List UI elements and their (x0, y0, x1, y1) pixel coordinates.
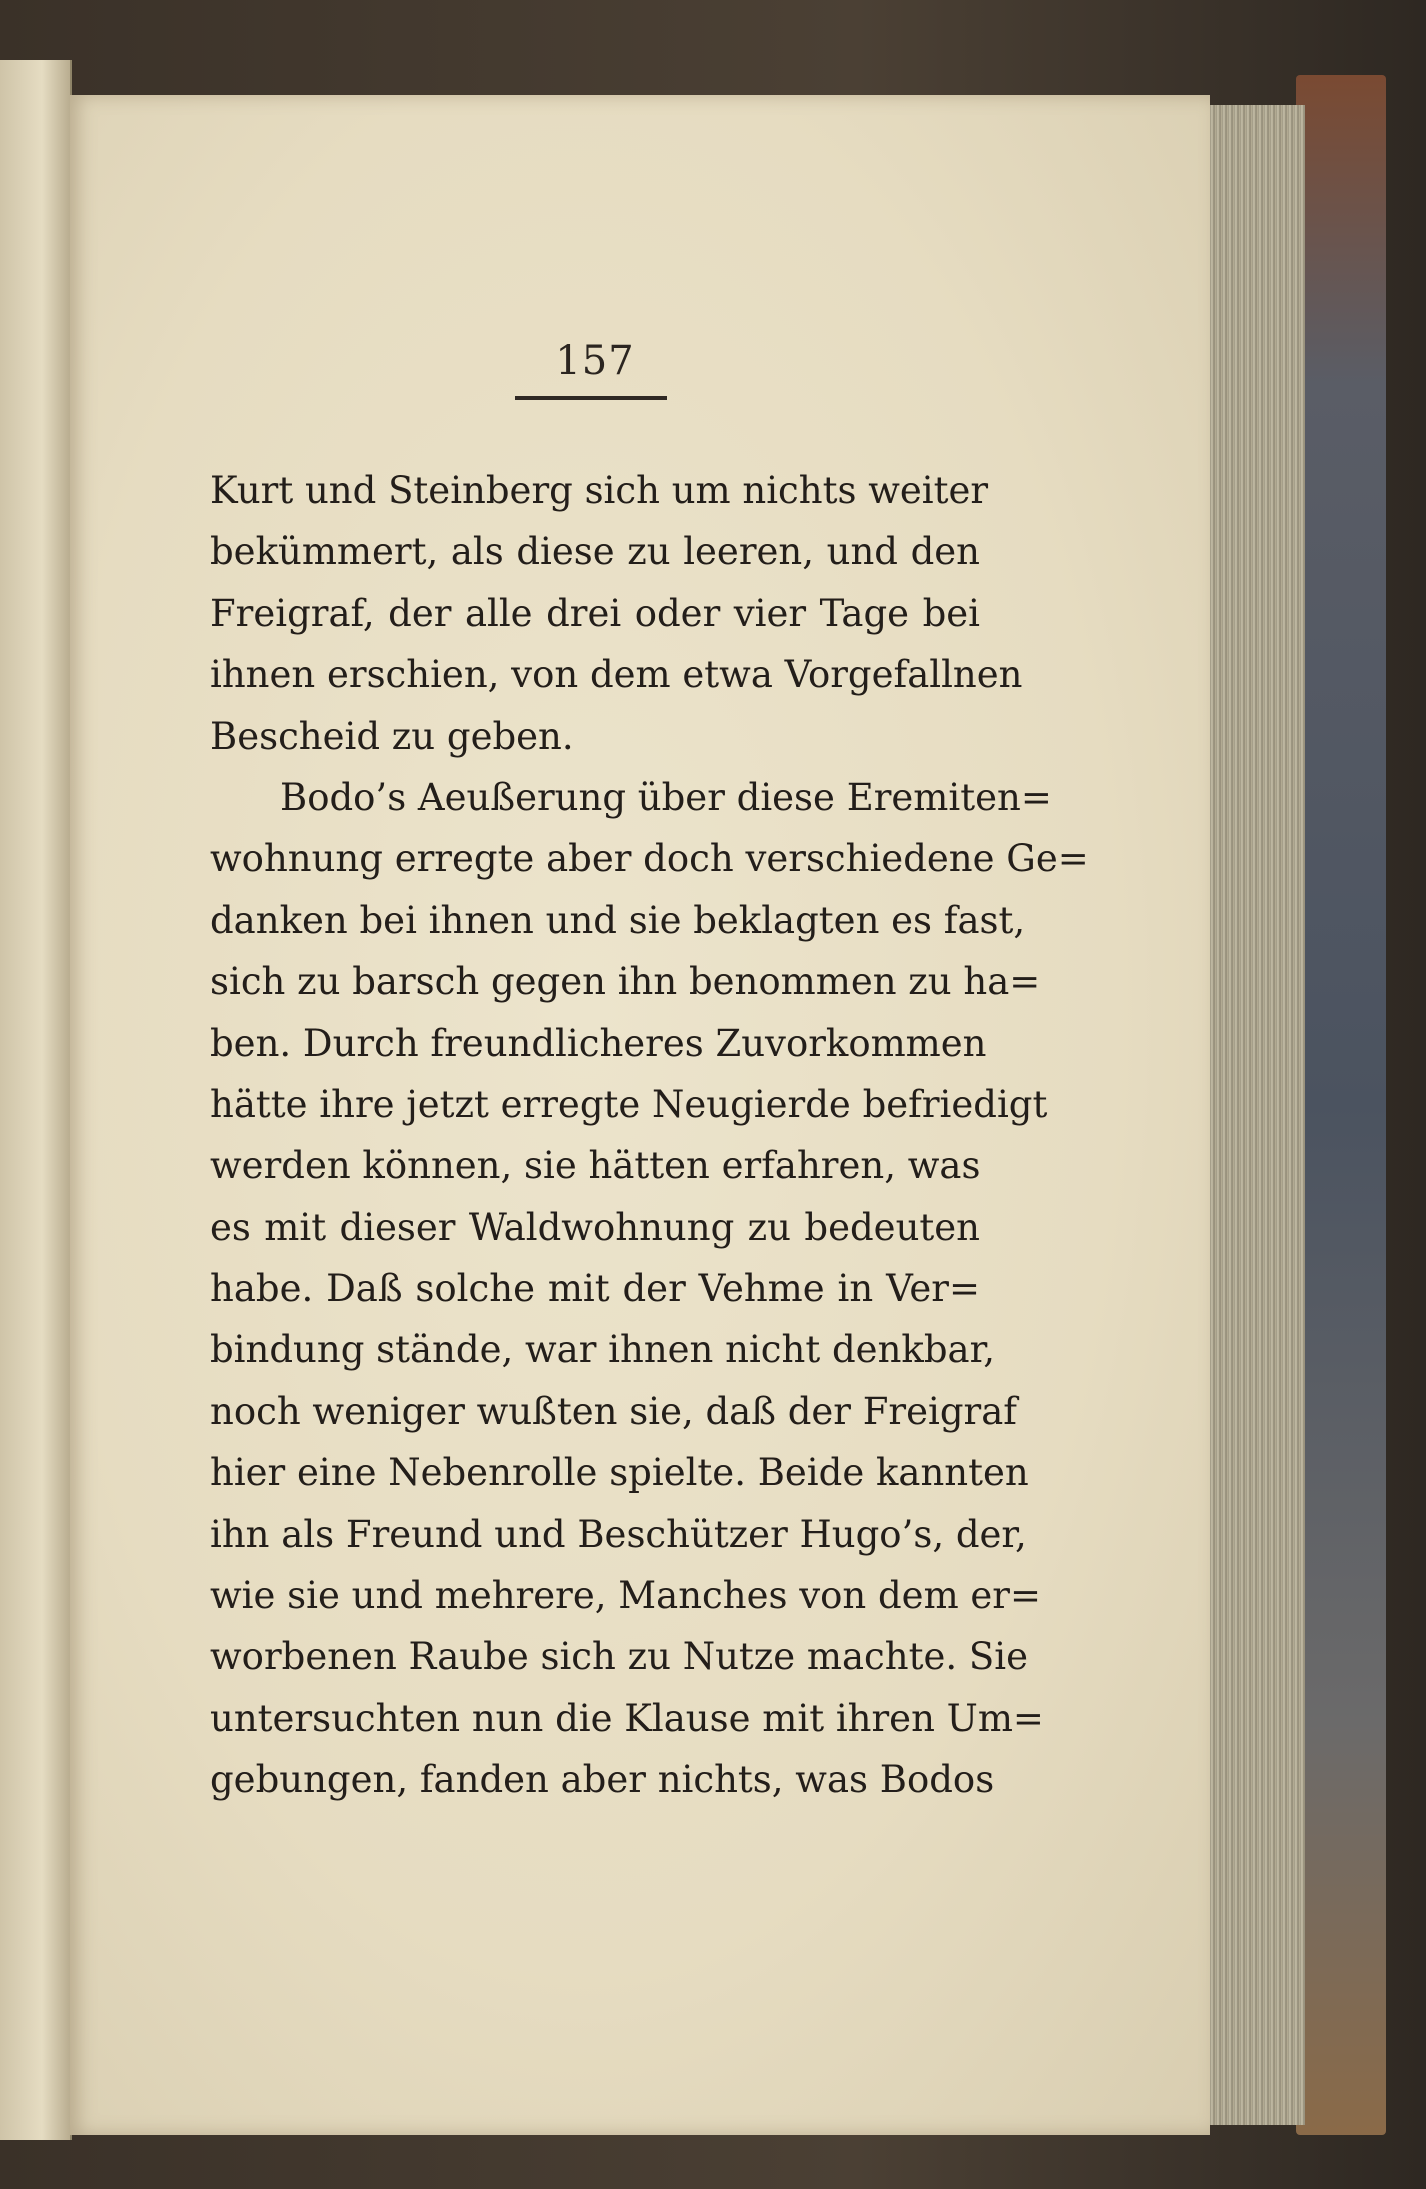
text-line: habe. Daß solche mit der Vehme in Ver= (210, 1267, 980, 1311)
text-line: bindung stände, war ihnen nicht denkbar, (210, 1328, 995, 1372)
text-line: Bescheid zu geben. (210, 714, 574, 758)
book-cover (1296, 75, 1386, 2135)
text-line: untersuchten nun die Klause mit ihren Um= (210, 1696, 1044, 1740)
page-edges (1210, 105, 1305, 2125)
text-line: gebungen, fanden aber nichts, was Bodos (210, 1758, 995, 1802)
text-line: noch weniger wußten sie, daß der Freigraf (210, 1389, 1017, 1433)
text-line: wie sie und mehrere, Manches von dem er= (210, 1574, 1042, 1618)
text-line: Bodo’s Aeußerung über diese Eremiten= (280, 775, 1052, 819)
body-text (210, 460, 1089, 1811)
text-line: sich zu barsch gegen ihn benommen zu ha= (210, 960, 1041, 1004)
text-line: danken bei ihnen und sie beklagten es fast, (210, 898, 1026, 942)
text-line: wohnung erregte aber doch verschiedene Ge= (210, 837, 1089, 881)
text-line: es mit dieser Waldwohnung zu bedeuten (210, 1205, 980, 1249)
text-line: bekümmert, als diese zu leeren, und den (210, 530, 980, 574)
text-line: hier eine Nebenrolle spielte. Beide kannten (210, 1451, 1029, 1495)
text-line: ben. Durch freundlicheres Zuvorkommen (210, 1021, 987, 1065)
text-line: Freigraf, der alle drei oder vier Tage bei (210, 591, 980, 635)
text-line: Kurt und Steinberg sich um nichts weiter (210, 469, 989, 512)
text-line: ihn als Freund und Beschützer Hugo’s, der, (210, 1512, 1027, 1556)
text-line: werden können, sie hätten erfahren, was (210, 1144, 981, 1188)
left-page-edge (0, 60, 72, 2140)
text-line: worbenen Raube sich zu Nutze machte. Sie (210, 1635, 1028, 1679)
text-line: ihnen erschien, von dem etwa Vorgefallnen (210, 653, 1023, 697)
text-line: hätte ihre jetzt erregte Neugierde befriedigt (210, 1082, 1048, 1126)
header-rule (515, 396, 667, 400)
page-number: 157 (555, 338, 635, 384)
